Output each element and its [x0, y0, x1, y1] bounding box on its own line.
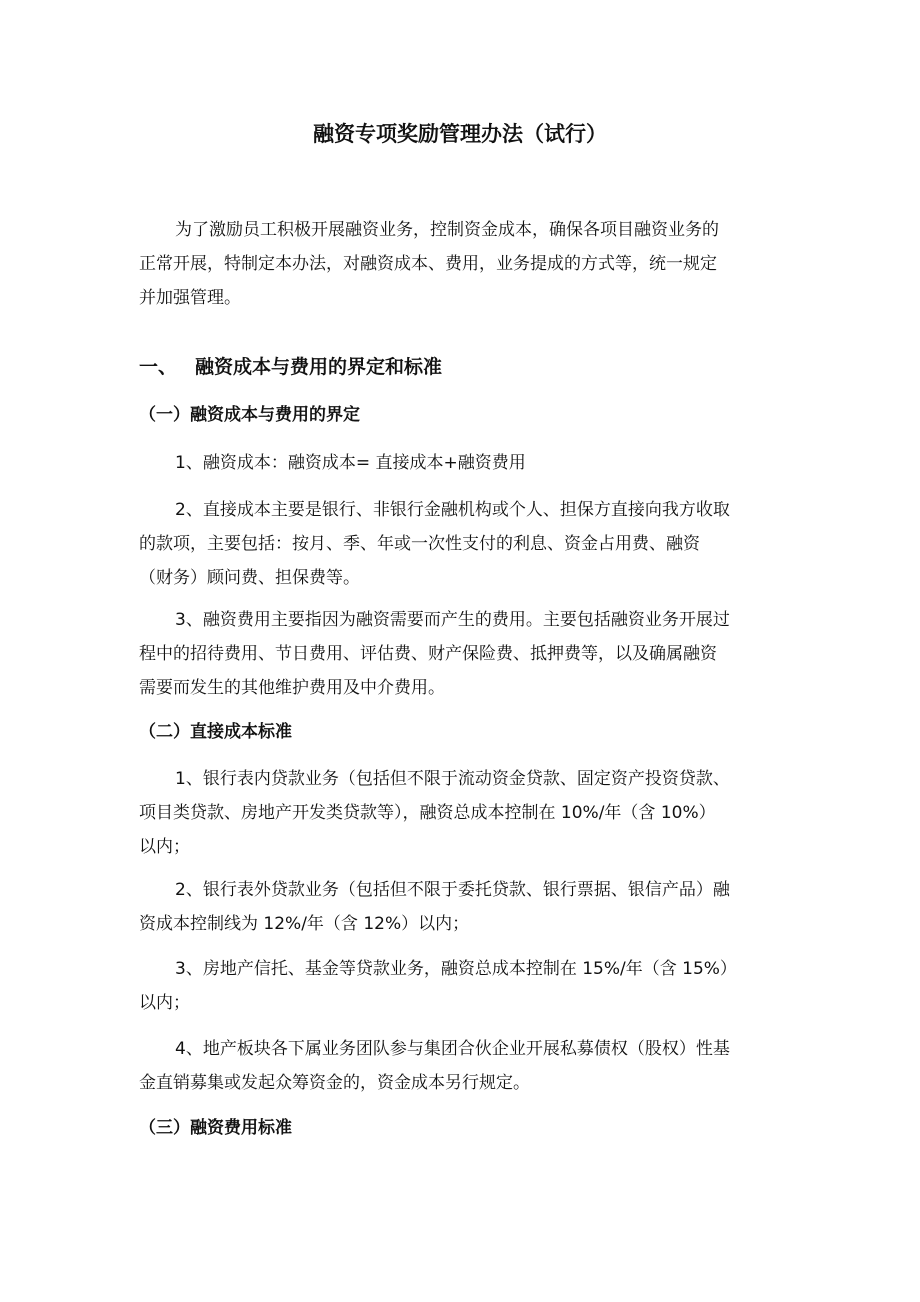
section-1-heading: [139, 352, 442, 382]
intro-line-2: 正常开展，特制定本办法，对融资成本、费用，业务提成的方式等，统一规定: [139, 254, 717, 274]
sub1-item-3: [139, 603, 781, 705]
sub2-item-1-line-1: 1、银行表内贷款业务（包括但不限于流动资金贷款、固定资产投资贷款、: [175, 769, 730, 789]
sub2-item-1-line-2: 项目类贷款、房地产开发类贷款等），融资总成本控制在 10%/年（含 10%）: [139, 803, 716, 823]
section-1-title: 融资成本与费用的界定和标准: [195, 356, 443, 378]
subsection-3-heading: （三）融资费用标准: [139, 1118, 292, 1138]
sub2-item-3-line-1: 3、房地产信托、基金等贷款业务，融资总成本控制在 15%/年（含 15%）: [175, 959, 737, 979]
sub2-item-3-line-2: 以内；: [139, 993, 190, 1013]
sub1-item-2-line-2: 的款项，主要包括：按月、季、年或一次性支付的利息、资金占用费、融资: [139, 534, 700, 554]
sub1-item-1: 1、融资成本：融资成本= 直接成本+融资费用: [175, 453, 526, 473]
sub2-item-1-line-3: 以内；: [139, 837, 190, 857]
sub1-item-2-line-1: 2、直接成本主要是银行、非银行金融机构或个人、担保方直接向我方收取: [175, 500, 730, 520]
sub1-item-3-line-2: 程中的招待费用、节日费用、评估费、财产保险费、抵押费等，以及确属融资: [139, 644, 717, 664]
sub1-item-2-line-3: （财务）顾问费、担保费等。: [139, 568, 360, 588]
subsection-2-heading: （二）直接成本标准: [139, 722, 292, 742]
intro-line-1: 为了激励员工积极开展融资业务，控制资金成本，确保各项目融资业务的: [175, 220, 719, 240]
sub2-item-3: [139, 952, 781, 1020]
sub1-item-2: [139, 493, 781, 595]
sub2-item-4-line-2: 金直销募集或发起众筹资金的，资金成本另行规定。: [139, 1073, 530, 1093]
sub2-item-2: [139, 873, 781, 941]
sub1-item-3-line-1: 3、融资费用主要指因为融资需要而产生的费用。主要包括融资业务开展过: [175, 610, 730, 630]
sub2-item-4: [139, 1032, 781, 1100]
sub1-item-3-line-3: 需要而发生的其他维护费用及中介费用。: [139, 678, 445, 698]
intro-line-3: 并加强管理。: [139, 288, 241, 308]
sub2-item-2-line-2: 资成本控制线为 12%/年（含 12%）以内；: [139, 914, 470, 934]
sub2-item-2-line-1: 2、银行表外贷款业务（包括但不限于委托贷款、银行票据、银信产品）融: [175, 880, 730, 900]
sub2-item-4-line-1: 4、地产板块各下属业务团队参与集团合伙企业开展私募债权（股权）性基: [175, 1039, 730, 1059]
section-1-number: 一、: [139, 356, 178, 378]
sub2-item-1: [139, 762, 781, 864]
intro-paragraph: [139, 213, 781, 315]
document-title: 融资专项奖励管理办法（试行）: [313, 122, 607, 146]
subsection-1-heading: （一）融资成本与费用的界定: [139, 405, 360, 425]
